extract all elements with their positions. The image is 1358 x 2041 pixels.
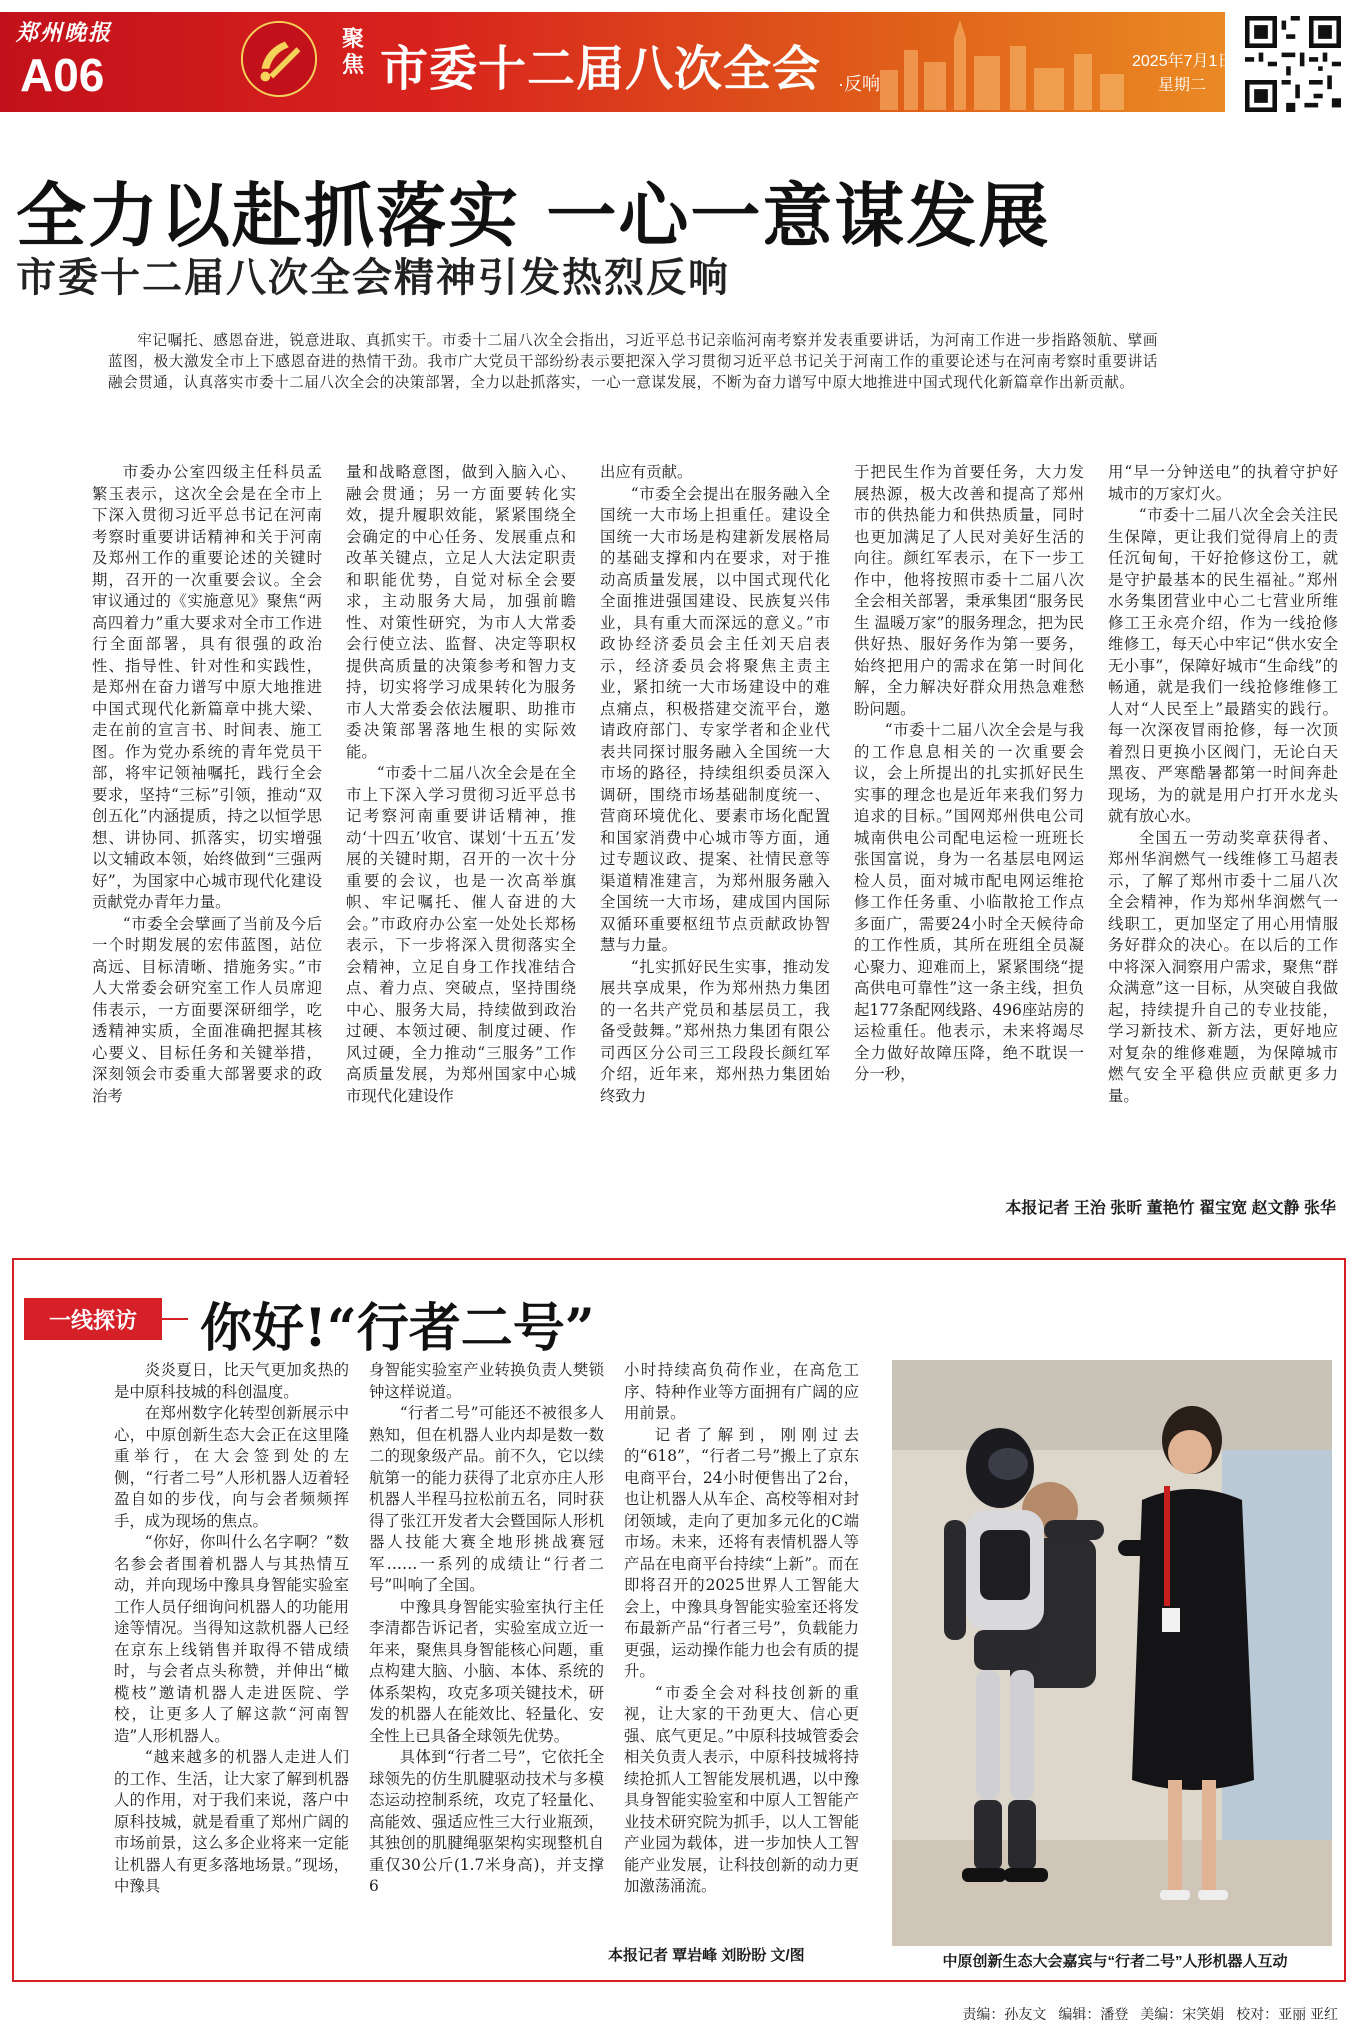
article-column xyxy=(854,462,1084,1190)
article-column xyxy=(369,1360,604,1938)
article-column xyxy=(346,462,576,1190)
paragraph: 用“早一分钟送电”的执着守护好城市的万家灯火。 xyxy=(1108,463,1338,503)
credit-editor2: 编辑：潘登 xyxy=(1058,2006,1129,2022)
article-column xyxy=(1108,462,1338,1190)
photo-caption: 中原创新生态大会嘉宾与“行者二号”人形机器人互动 xyxy=(942,1953,1288,1970)
page-number: A06 xyxy=(20,49,105,101)
page-credits xyxy=(954,2004,1338,2024)
issue-date: 2025年7月1日 xyxy=(1132,53,1234,70)
paragraph: 量和战略意图，做到入脑入心、融会贯通；另一方面要转化实效，提升履职效能，紧紧围绕全会确定的中心任务、发展重点和改革关键点，立足人大法定职责和职能优势，自觉对标全会要求，主动服务大局，加强前瞻性、对策性研究，为市人大常委会行使立法、监督、决定等职权提供高质量的决策参考和智力支持，切实将学习成果转化为服务市人大常委会依法履职、助推市委决策部署落地生根的实际效能。 xyxy=(346,463,576,761)
paragraph: 全国五一劳动奖章获得者、郑州华润燃气一线维修工马超表示，了解了郑州市委十二届八次全会精神，作为郑州华润燃气一线职工，更加坚定了用心用情服务好群众的决心。在以后的工作中将深入洞察用户需求，聚焦“群众满意”这一目标，从突破自我做起，持续提升自己的专业技能，学习新技术、新方法，更好地应对复杂的维修难题，为保障城市燃气安全平稳供应贡献更多力量。 xyxy=(1108,828,1338,1105)
paragraph: “扎实抓好民生实事，推动发展共享成果，作为郑州热力集团的一名共产党员和基层员工，我备受鼓舞。”郑州热力集团有限公司西区分公司三工段段长颜红军介绍，近年来，郑州热力集团始终致力 xyxy=(600,957,830,1105)
paragraph: “你好，你叫什么名字啊？”数名参会者围着机器人与其热情互动，并向现场中豫具身智能实验室工作人员仔细询问机器人的功能用途等情况。当得知这款机器人已经在京东上线销售并取得不错成绩时，与会者点头称赞，并伸出“橄榄枝”邀请机器人走进医院、学校，让更多人了解这款“河南智造”人形机器人。 xyxy=(114,1533,349,1745)
article-column xyxy=(114,1360,349,1938)
masthead xyxy=(0,0,1358,115)
city-skyline-icon xyxy=(870,20,1130,110)
feature-box xyxy=(12,1258,1346,1982)
sub-headline: 市委十二届八次全会精神引发热烈反响 xyxy=(16,256,730,300)
article-byline: 本报记者 王治 张昕 董艳竹 翟宝宽 赵文静 张华 xyxy=(1005,1200,1336,1217)
focus-tag: 聚焦 xyxy=(342,26,365,78)
paragraph: “市委全会擘画了当前及今后一个时期发展的宏伟蓝图，站位高远、目标清晰、措施务实。”市人大常委会研究室工作人员席迎伟表示，一方面要深研细学，吃透精神实质，全面准确把握其核心要义、目标任务和关键举措，深刻领会市委重大部署要求的政治考 xyxy=(92,914,322,1105)
paragraph: 记者了解到，刚刚过去的“618”，“行者二号”搬上了京东电商平台，24小时便售出了2台，也让机器人从车企、高校等相对封闭领域，走向了更加多元化的C端市场。未来，还将有表情机器人等产品在电商平台持续“上新”。而在即将召开的2025世界人工智能大会上，中豫具身智能实验室还将发布最新产品“行者三号”，负载能力更强，运动操作能力也会有质的提升。 xyxy=(624,1425,859,1680)
paragraph: 具体到“行者二号”，它依托全球领先的仿生肌腱驱动技术与多模态运动控制系统，攻克了轻量化、高能效、强适应性三大行业瓶颈，其独创的肌腱绳驱架构实现整机自重仅30公斤(1.7米身高)，并支撑6 xyxy=(369,1748,604,1895)
main-headline: 全力以赴抓落实 一心一意谋发展 xyxy=(16,174,1051,257)
article-column xyxy=(624,1360,859,1938)
paragraph: 中豫具身智能实验室执行主任李清都告诉记者，实验室成立近一年来，聚焦具身智能核心问题，重点构建大脑、小脑、本体、系统的体系架构，攻克多项关键技术，研发的机器人在能效比、轻量化、安全性上已具备全球领先优势。 xyxy=(369,1597,604,1745)
paragraph: “市委全会对科技创新的重视，让大家的干劲更大、信心更强、底气更足。”中原科技城管委会相关负责人表示，中原科技城将持续抢抓人工智能发展机遇，以中豫具身智能实验室和中原人工智能产业技术研究院为抓手，以人工智能产业园为载体，进一步加快人工智能产业发展，让科技创新的动力更加激荡涌流。 xyxy=(624,1683,859,1895)
paragraph: “市委全会提出在服务融入全国统一大市场上担重任。建设全国统一大市场是构建新发展格局的基础支撑和内在要求，对于推动高质量发展，以中国式现代化全面推进强国建设、民族复兴伟业，具有重大而深远的意义。”市政协经济委员会主任刘天启表示，经济委员会将聚焦主责主业，紧扣统一大市场建设中的难点痛点，积极搭建交流平台，邀请政府部门、专家学者和企业代表共同探讨服务融入全国统一大市场的路径，持续组织委员深入调研，围绕市场基础制度统一、营商环境优化、要素市场化配置和国家消费中心城市等方面，通过专题议政、提案、社情民意等渠道精准建言，为郑州服务融入全国统一大市场，建成国内国际双循环重要枢纽节点贡献政协智慧与力量。 xyxy=(600,484,830,954)
paragraph: 于把民生作为首要任务，大力发展热源，极大改善和提高了郑州市的供热能力和供热质量，同时也更加满足了人民对美好生活的向往。颜红军表示，在下一步工作中，他将按照市委十二届八次全会相关部署，秉承集团“服务民生 温暖万家”的服务理念，把为民供好热、服好务作为第一要务，始终把用户的需求在第一时间化解，全力解决好群众用热急难愁盼问题。 xyxy=(854,463,1084,718)
feature-body xyxy=(114,1360,874,1938)
article-column xyxy=(92,462,322,1190)
paper-name: 郑州晚报 xyxy=(16,20,113,46)
qr-code-icon[interactable] xyxy=(1245,16,1341,112)
paragraph: 身智能实验室产业转换负责人樊锁钟这样说道。 xyxy=(369,1361,604,1401)
credit-proof: 校对：亚丽 亚红 xyxy=(1236,2006,1338,2022)
paragraph: 市委办公室四级主任科员孟繁玉表示，这次全会是在全市上下深入贯彻习近平总书记在河南考察时重要讲话精神和关于河南及郑州工作的重要论述的关键时期，召开的一次重要会议。全会审议通过的《实施意见》聚焦“两高四着力”重大要求对全市工作进行全面部署，具有很强的政治性、指导性、针对性和实践性，是郑州在奋力谱写中原大地推进中国式现代化新篇章中挑大梁、走在前的宣言书、时间表、施工图。作为党办系统的青年党员干部，将牢记领袖嘱托，践行全会要求，坚持“三标”引领，推动“双创五化”内涵提质，持之以恒学思想、讲协同、抓落实，切实增强以文辅政本领，始终做到“三强两好”，为国家中心城市现代化建设贡献党办青年力量。 xyxy=(92,463,322,911)
feature-title: 你好!“行者二号” xyxy=(200,1298,595,1359)
party-emblem-icon xyxy=(240,20,318,98)
paragraph: “市委十二届八次全会关注民生保障，更让我们觉得肩上的责任沉甸甸，干好抢修这份工，就是守护最基本的民生福祉。”郑州水务集团营业中心二七营业所维修工王永亮介绍，作为一线抢修维修工，每天心中牢记“供水安全无小事”，保障好城市“生命线”的畅通，就是我们一线抢修维修工人对“人民至上”最踏实的践行。每一次深夜冒雨抢修，每一次顶着烈日更换小区阀门，无论白天黑夜、严寒酷暑都第一时间奔赴现场，为的就是用户打开水龙头就有放心水。 xyxy=(1108,506,1338,825)
paragraph: 出应有贡献。 xyxy=(600,463,693,481)
section-title: 市委十二届八次全会 xyxy=(380,41,822,97)
issue-weekday: 星期二 xyxy=(1158,77,1207,94)
paragraph: “市委十二届八次全会是在全市上下深入学习贯彻习近平总书记考察河南重要讲话精神，推动‘十四五’收官、谋划‘十五五’发展的关键时期，召开的一次十分重要的会议，也是一次高举旗帜、牢记嘱托、催人奋进的大会。”市政府办公室一处处长郑杨表示，下一步将深入贯彻落实全会精神，立足自身工作找准结合点、着力点、突破点，坚持围绕中心、服务大局，持续做到政治过硬、本领过硬、制度过硬、作风过硬，全力推动“三服务”工作高质量发展，为郑州国家中心城市现代化建设作 xyxy=(346,764,576,1105)
paragraph: 炎炎夏日，比天气更加炙热的是中原科技城的科创温度。 xyxy=(114,1361,349,1401)
paragraph: 小时持续高负荷作业，在高危工序、特种作业等方面拥有广阔的应用前景。 xyxy=(624,1361,859,1422)
article-main-body xyxy=(92,462,1342,1190)
paragraph: “行者二号”可能还不被很多人熟知，但在机器人业内却是数一数二的现象级产品。前不久，它以续航第一的能力获得了北京亦庄人形机器人半程马拉松前五名，同时获得了张江开发者大会暨国际人形机器人技能大赛全地形挑战赛冠军……一系列的成绩让“行者二号”叫响了全国。 xyxy=(369,1404,604,1594)
robot-photo-illustration xyxy=(892,1360,1332,1946)
paragraph: “越来越多的机器人走进人们的工作、生活，让大家了解到机器人的作用，对于我们来说，落户中原科技城，就是看重了郑州广阔的市场前景，这么多企业将来一定能让机器人有更多落地场景。”现场，中豫具 xyxy=(114,1748,349,1895)
tag-divider xyxy=(162,1318,188,1320)
credit-art: 美编：宋笑娟 xyxy=(1140,2006,1225,2022)
section-tag: 一线探访 xyxy=(24,1298,162,1340)
lead-paragraph: 牢记嘱托、感恩奋进，锐意进取、真抓实干。市委十二届八次全会指出，习近平总书记亲临河南考察并发表重要讲话，为河南工作进一步指路领航、擘画蓝图，极大激发全市上下感恩奋进的热情干劲。我市广大党员干部纷纷表示要把深入学习贯彻习近平总书记关于河南工作的重要论述与在河南考察时重要讲话融会贯通，认真落实市委十二届八次全会的决策部署，全力以赴抓落实，一心一意谋发展，不断为奋力谱写中原大地推进中国式现代化新篇章作出新贡献。 xyxy=(108,332,1158,391)
feature-byline: 本报记者 覃岩峰 刘盼盼 文/图 xyxy=(608,1947,805,1964)
section-subtitle: ·反响 xyxy=(838,74,880,94)
article-column xyxy=(600,462,830,1190)
credit-editor: 责编：孙友文 xyxy=(962,2006,1047,2022)
robot-photo xyxy=(892,1360,1332,1946)
paragraph: 在郑州数字化转型创新展示中心，中原创新生态大会正在这里隆重举行，在大会签到处的左侧，“行者二号”人形机器人迈着轻盈自如的步伐，向与会者频频挥手，成为现场的焦点。 xyxy=(114,1404,349,1530)
paragraph: “市委十二届八次全会是与我的工作息息相关的一次重要会议，会上所提出的扎实抓好民生实事的理念也是近年来我们努力追求的目标。”国网郑州供电公司城南供电公司配电运检一班班长张国富说，身为一名基层电网运检人员，面对城市配电网运维抢修工作任务重、小临散抢工作点多面广，需要24小时全天候待命的工作性质，其所在班组全员凝心聚力、迎难而上，紧紧围绕“提高供电可靠性”这一条主线，担负起177条配网线路、496座站房的运检重任。他表示，未来将竭尽全力做好故障压降，绝不耽误一分一秒， xyxy=(854,721,1084,1083)
